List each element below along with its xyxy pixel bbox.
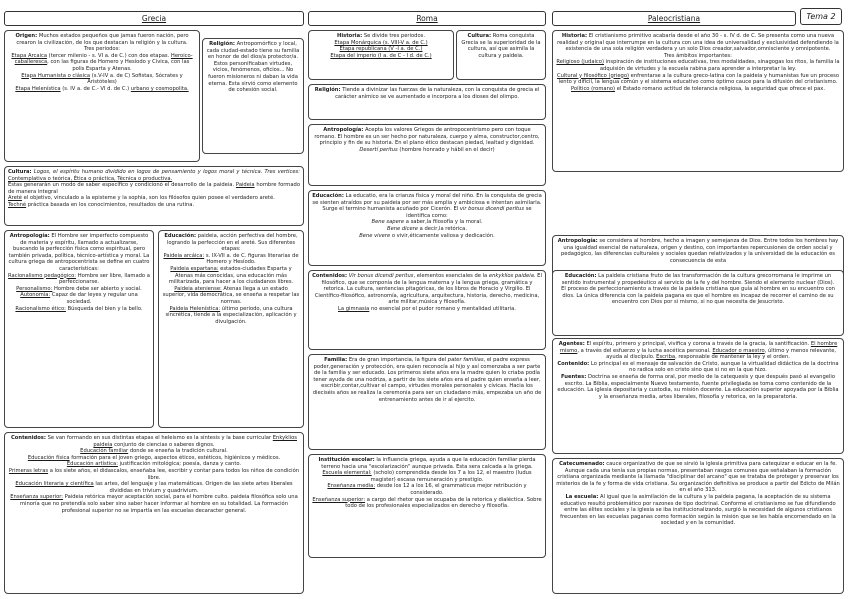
grecia-arete: Areté <box>8 195 22 202</box>
paleo-catecumenado-text: cauce organizativo de que se sirvió la iglesia primitiva para catequizar e educar en la fe. Aunque cada una tenía sus propias normas, presentaban rasgos comunes que señalaban la formación cristiana organizada mediante la llamada "disciplinar del arcano" que se trataba de proteger y preservar los misterios de la fe y forma de vida cristiana. Su organización definitiva se produce a partir del Edicto de Milán en el año 313. <box>556 461 840 494</box>
topic-label: Tema 2 <box>800 8 842 25</box>
grecia-cultura-box <box>4 166 304 226</box>
roma-institucion-text: la influencia griega, ayuda a que la educación familiar pierda terreno hacia una "escolarización" aunque privada. Esta sera calcada a la griega. <box>321 457 536 470</box>
roma-escuela-elemental: Escuela elemental: <box>322 470 372 477</box>
roma-contenidos-text: , elementos esenciales de la <box>413 273 489 279</box>
roma-vir-bonus: vir bonus dicendi peritus <box>459 206 525 213</box>
grecia-ensenanza-superior-text: Paideia retórica mayor aceptación social, para el hombre culto. paideia filosófica solo una minoría que no pretendía solo saber sino saber hacer informar al hombre en su totalidad. La formación profesional superior no se impartía en las escuelas decaracter general. <box>19 494 298 514</box>
roma-ensenanza-media: Enseñanza media: <box>327 483 376 490</box>
paleo-escriba: Escriba <box>656 354 676 361</box>
grecia-origen-intro: Muchos estados pequeños que jamas fueron nación, pero crearon la civilización, de los que destacan la religión y la cultura. <box>16 33 189 46</box>
grecia-educacion-artistica-text: justificación mitológica; poesía, danza y canto. <box>117 461 242 468</box>
roma-etapa-imperio: Etapa del imperio (I a. de C - I d. de C.) <box>330 52 432 59</box>
paleo-escuela-text: Al igual que la asimilación de la cultura y la paideia pagana, la aceptación de su sistema educativo resultó problemático por razones de tipo doctrinal. Conforme el cristianismo se fue difundiendo entre las élites sociales y la iglesia se iba institucionalizando, surgió la necesidad de algunos cristianos frecuentes en las escuelas paganas como formación según la misión que se les había encomendado en la sociedad y en la comunidad. <box>560 493 836 527</box>
roma-religion-label: Religión: <box>314 87 341 93</box>
roma-bene-vivere: Bene vivere <box>359 232 391 239</box>
paleo-religioso-text: inspiración de instituciones educativas, tres modalidades, sinagogas los ritos, la familia la adquisión de virtudes y la escuela rabina para aprender a interpretar la ley. <box>599 59 840 72</box>
grecia-primeras-letras: Primeras letras <box>8 467 49 474</box>
paleo-cultural: Cultural y filosófico (griego) <box>556 72 630 79</box>
roma-ensenanza-superior-text: a cargo del rhetor que se ocupaba de la retorica y dialéctica. Sobre todo de los profesionales especializados en derecho y filosofía. <box>345 496 542 510</box>
grecia-autonomia-text: Capaz de dar leyes y regular una sociedad. <box>50 292 138 305</box>
grecia-cultura-vertices: Contemplativa o teórica, Ética o práctica, Técnica o productiva. <box>8 175 173 182</box>
grecia-etapa-arcaica: Etapa Arcaica <box>11 52 48 59</box>
grecia-paideia-helenistica-text: último periodo, una cultura sincrética, tiende a la especialización, aplicación y divulgación. <box>165 305 297 325</box>
roma-ensenanza-superior: Enseñanza superior: <box>312 496 366 503</box>
roma-antropologia-text: Acepta los valores Griegos de antropocentrismo pero con toque romano. El hombre es un ser hecho por naturaleza, cuerpo y alma, constructor,centro, principio y fin de su historia. En el plano ético destacan piedad, lealtad y dignidad. <box>314 127 540 147</box>
grecia-antropologia-label: Antropología: <box>9 233 50 239</box>
grecia-educacion-artistica: Educación artística: <box>66 461 118 468</box>
grecia-contenidos-box <box>4 432 304 594</box>
paleo-antropologia-text: se considera al hombre, hecho a imagen y semejanza de Dios. Entre todos los hombres hay una igualdad esencial de naturaleza, origen y destino, con importantes repercusiones de orden social y pedagógico, las diferencias culturales y sociales quedan relativizados y la universidad de la educación es consecuencia de esta <box>561 238 839 264</box>
paleo-politico: Político (romano) <box>570 85 616 92</box>
paleo-religioso: Religioso (judaico) <box>556 59 604 66</box>
roma-bene-sapere-text: a saber,la filosofía y la moral. <box>404 219 483 226</box>
grecia-personalismo: Personalismo: <box>16 285 53 292</box>
paleo-hombre-mismo: El hombre mismo <box>559 341 838 354</box>
roma-familia-text: Era de gran importancia, la figura del <box>347 357 448 363</box>
grecia-primeras-letras-text: a los siete años, el didascalos, enseñaba lee, escribir y contar para todos los niños de condición libre. <box>48 467 300 481</box>
roma-bene-dicere: Bene dicere <box>387 225 418 232</box>
paleo-catecumenado-box <box>552 458 844 594</box>
grecia-contenidos-text: Se van formando en sus distintas etapas el heleismo es la síntesis y la base curricular <box>45 435 273 441</box>
roma-ensenanza-media-text: desde los 12 a los 16, el grammaticus mejor retribución y considerado. <box>375 483 527 496</box>
paleo-historia-box <box>552 30 844 172</box>
roma-institucion-label: Institución escolar: <box>318 457 375 463</box>
grecia-etapa-humanista-text: (s.V-IV a. de C) Sofistas, Sócrates y Aristóteles) <box>87 72 183 86</box>
roma-historia-box <box>308 30 454 80</box>
paleo-hombre-mismo-text: , a través del esfuerzo y la lucha ascética personal. <box>577 347 713 354</box>
grecia-paideia-arcaica: Paideia arcáica: <box>163 252 205 259</box>
grecia-educacion-text: paideia, acción perfectiva del hombre, logrando la perfección en el areté. Sus diferentes etapas: <box>166 233 298 253</box>
paleo-educador-text: , último y menos relevante, ayuda al discípulo. <box>606 347 837 361</box>
grecia-racionalismo-etico: Racionalismo ético: <box>15 305 66 312</box>
grecia-techne: Techné <box>8 201 27 208</box>
grecia-etapa-arcaica-text: (tercer milenio - s. VI a. de C.) con dos etapas. <box>47 52 171 59</box>
column-title-paleocristiana: Paleocristiana <box>552 11 796 26</box>
roma-cultura-label: Cultura: <box>467 33 492 39</box>
roma-cultura-text: Roma conquista Grecia se la superioridad de la cultura, así que asimila la cultura y paideia. <box>461 33 541 59</box>
roma-historia-text: Se divide tres periodos. <box>362 33 425 39</box>
grecia-origen-periods-title: Tres periodos: <box>83 46 121 53</box>
roma-cultura-box <box>456 30 546 80</box>
grecia-enkyklios-text: conjunto de ciencias o saberes dignos. <box>112 441 215 448</box>
paleo-agentes-text: El espíritu, primero y principal, vivifica y corona a través de la gracia, la santificación. <box>584 341 811 347</box>
grecia-paideia-text: hombre formado de manera integral <box>8 182 300 195</box>
paleo-educacion-box <box>552 270 844 336</box>
paleo-agentes-label: Agentes: <box>558 341 585 347</box>
roma-religion-text: Tiende a divinizar las fuerzas de la naturaleza, con la conquista de grecia el carácter anímico se ve aumentado e incorpora a los dioses del olimpo. <box>335 87 540 100</box>
paleo-educacion-label: Educación: <box>564 273 597 279</box>
grecia-paideia-arcaica-text: s. IX-VII a. de C. figuras literarias de Homero y Hesíodo. <box>204 252 299 266</box>
grecia-paideia-espartana-text: estados-ciudades Esparta y Atenas más conocidas, una educación más militarizada, para hacer a los ciudadanos libres. <box>168 265 294 286</box>
roma-deserti-peritus: Desertí peritus <box>359 146 398 153</box>
grecia-paideia-ateniense-text: Atenas llega a un estado superior, vida democrática, se enseña a respetar las normas. <box>162 285 300 305</box>
roma-bene-dicere-text: a decir,la retórica. <box>418 225 467 232</box>
grecia-religion-label: Religión: <box>209 41 235 47</box>
paleo-fuentes-label: Fuentes: <box>560 373 587 380</box>
roma-familia-text-2: , el padre express poder,generación y protección, era quien reconocía al hijo y así comenzaba a ser parte de la familia y ser educado. Los primeros siete años era la madre quien lo criaba podía tener ayuda de una nodriza, a partir de los siete años era el padre quien enseña a leer, escribir,contar,cultivar el campo, virtudes morales personales y cívicas. Hacia los dieciséis años se realiza la ceremonia para ser un ciudadano más, empezaba un año de entrenamiento antes de ir al ejercito. <box>312 357 542 403</box>
roma-contenidos-vir-bonus: Vir bonus dicendi peritus <box>348 273 414 279</box>
roma-familia-box <box>308 354 546 450</box>
roma-bene-vivere-text: o vivir,éticamente valiosa y dedicación. <box>390 232 495 239</box>
roma-educacion-box <box>308 190 546 266</box>
grecia-cultura-text: Logos, el espíritu humano dividido en logos de pensamiento y logos moral y técnica. Tres vertices: <box>31 169 300 175</box>
roma-educacion-text-2: se identifica como: <box>406 206 532 219</box>
grecia-paideia: Paideia <box>235 182 255 189</box>
grecia-educacion-familiar-text: donde se enseña la tradición cultural. <box>128 448 228 455</box>
roma-gimnasia: La gimnasia <box>338 305 370 312</box>
roma-educacion-label: Educación: <box>312 193 344 199</box>
grecia-educacion-familiar: Educación familiar <box>80 448 129 455</box>
roma-antropologia-text-2: (hombre honrado y hábil en el decir) <box>397 146 495 153</box>
grecia-heroico-text: , con las figuras de Homero y Hesíodo y Cívica, con las polis Esparta y Atenas. <box>47 59 190 72</box>
paleo-catecumenado-label: Catecumenado: <box>559 461 605 467</box>
roma-bene-sapere: Bene sapere <box>371 219 405 226</box>
paleo-historia-label: Historia: <box>561 33 588 39</box>
roma-institucion-box <box>308 454 546 558</box>
grecia-antropologia-box <box>4 230 154 428</box>
grecia-etapa-helenistica: Etapa Helenística <box>15 85 61 92</box>
paleo-contenido-label: Contenido: <box>557 360 590 367</box>
grecia-etapa-helenistica-text: (s. IV a. de C.- VI d. de C.) <box>60 85 131 92</box>
grecia-racionalismo-etico-text: Búsqueda del bien y la bello. <box>65 305 143 312</box>
grecia-urbano: urbano y cosmopolita. <box>130 85 189 92</box>
roma-antropologia-label: Antropología: <box>323 127 364 133</box>
paleo-politico-text: el Estado romano actitud de tolerancia religiosa, la seguridad que ofrece el pax. <box>615 85 826 92</box>
grecia-autonomia: Autonomía: <box>20 292 51 299</box>
grecia-religion-text: Antropomórfico y local, cada ciudad-estado tiene su familia en honor de del dios/a protector/a. Estos personificaban virtudes, vicios, fenómenos, oficios... No fueron misioneros ni daban la vida eterna. Esta sirvió como elemento de cohesión social. <box>206 41 300 94</box>
roma-religion-box <box>308 84 546 120</box>
roma-escuela-elemental-text: (scholo) comprendida desde los 7 a los 12, el maestro (ludus magister) escasa remuneración y prestigio. <box>370 470 532 483</box>
grecia-contenidos-label: Contenidos: <box>11 435 46 441</box>
paleo-educador: Educador o maestro <box>712 347 765 354</box>
grecia-racionalismo-pedagogico: Racionalismo pedagógico: <box>8 272 77 279</box>
grecia-educacion-box <box>158 230 304 428</box>
column-title-grecia: Grecia <box>4 11 304 26</box>
grecia-educacion-fisica: Educación física <box>27 454 70 461</box>
grecia-enkyklios: Enkyklios paideia <box>93 435 297 448</box>
grecia-paideia-espartana: Paideia espartana: <box>170 265 219 272</box>
grecia-arete-text: el objetivo, vinculado a la episteme y la sophia, son los filósofos quien posee el verdadero areté. <box>21 195 275 202</box>
roma-contenidos-box <box>308 270 546 350</box>
paleo-escuela-label: La escuela: <box>565 493 599 500</box>
paleo-ambitos-title: Tres ámbitos importantes: <box>664 52 732 59</box>
grecia-cultura-label: Cultura: <box>8 169 32 175</box>
grecia-racionalismo-pedagogico-text: Hombre ser libre, llamado a perfeccionarse. <box>58 272 150 286</box>
grecia-paideia-ateniense: Paideia ateniense: <box>174 285 222 292</box>
grecia-educacion-literaria: Educación literaria y científica <box>15 481 94 488</box>
paleo-fuentes-text: Doctrina se enseña de forma oral, por medio de la catequesis y que después pasó al evangelio escrito. La Biblia, especialmente Nuevo testamento, fuente privilegiada se toma como contenido de la educación. La iglesia depositaria y custodia, su misión docente. La educación superior apoyada por la Biblia y la enseñanza media, artes liberales, filosofía y retorica, en la preparatoria. <box>557 373 839 400</box>
grecia-educacion-literaria-text: las artes, del lenguaje y las matemáticas. Origen de las siete artes liberales divididas en trivium y quadrivium. <box>93 481 293 494</box>
roma-educacion-text: La educatio, era la crianza física y moral del niño. En la conquista de grecia se sienten atraídos por su paideia por ser más amplia y ambiciosa e intentan asimilarla. Surge el termino humanista acuñado por Cicerón. El <box>312 193 542 213</box>
grecia-origen-box <box>4 30 200 162</box>
paleo-historia-text: El cristianismo primitivo acabaría desde el año 30 - s. IV d. de C. Se presenta como una nueva realidad y original que interrumpe en la cultura con una idea de universalidad y exclusividad defendiendo la existencia de una sola religión verdadera y un solo Dios creador,salvador,omnisciente y omnipotente. <box>557 33 839 53</box>
grecia-personalismo-text: Hombre debe ser abierto y social. <box>52 285 142 292</box>
grecia-techne-text: práctica basada en los conocimientos, resultados de una rutina. <box>26 201 195 208</box>
paleo-cultural-text: enfrentarse a la cultura greco-latina con la paideia y humanistas fue un proceso lento y difícil, la lengua común y el sistema educativo como óptimo cauce para la difusión del cristianismo. <box>558 72 840 86</box>
grecia-educacion-fisica-text: formación para el joven griego, aspectos éticos, estéticos, higiénicos y médicos. <box>69 454 281 461</box>
grecia-antropologia-text: El Hombre ser imperfecto compuesto de materia y espíritu, llamado a actualizarse, buscando la perfección física como espiritual, pero también privada, política, técnico-artística y moral. La cultura griega de antropocentrista se define en cuatro características: <box>8 233 150 272</box>
grecia-educacion-label: Educación: <box>164 233 197 239</box>
grecia-origen-label: Origen: <box>15 33 38 39</box>
paleo-educacion-text-2: El proceso de perfeccionamiento a través de la paideia cristiana que guía al hombre en su encuentro con dios. La única diferencia con la paideia pagana es que el hombre es incapaz de recorrer el camino de su encuentro con Dios por si mismo, si no que necesita de Jesucristo. <box>561 286 835 306</box>
grecia-cultura-paideia-intro: Estas generarán un modo de saber específico y condicionó el desarrollo de la paideia. <box>8 182 236 189</box>
roma-etapa-monarquica: Etapa Monárquica (s. VIII-V a. de C.) <box>334 39 428 46</box>
roma-antropologia-box <box>308 124 546 186</box>
paleo-educacion-text: La paideia cristiana fruto de las transformación de la cultura grecorromana le imprime un sentido instrumental y propedéutico al servicio de la fe y del hombre. Siendo el elemento nuclear (Dios). <box>561 273 835 286</box>
grecia-religion-box <box>202 38 304 154</box>
roma-pater-familias: pater familias <box>447 357 484 363</box>
grecia-ensenanza-superior: Enseñanza superior: <box>10 494 64 501</box>
grecia-paideia-helenistica: Paideia Helenística: <box>169 305 221 312</box>
roma-historia-label: Historia: <box>337 33 363 39</box>
roma-familia-label: Familia: <box>324 357 348 363</box>
paleo-contenido-text: Lo principal es el mensaje de salvación de Cristo, aunque la virtualidad didáctica de la doctrina no radica solo en cristo sino que si no en la que hizo. <box>589 360 839 374</box>
grecia-etapa-humanista: Etapa Humanista o clásica <box>21 72 91 79</box>
grecia-heroico: Heroico-caballeresca <box>14 52 193 66</box>
roma-gimnasia-text: no esencial por el pudor romano y mentalidad utilitaria. <box>369 305 516 312</box>
roma-contenidos-label: Contenidos: <box>312 273 348 279</box>
paleo-antropologia-label: Antropología: <box>557 238 598 244</box>
column-title-roma: Roma <box>308 11 546 26</box>
roma-enkyklios: enkyklios paideia <box>488 273 534 279</box>
paleo-agentes-box <box>552 338 844 454</box>
roma-etapa-republicana: Etapa republicana (V -I a. de C.) <box>339 46 423 53</box>
paleo-escriba-text: , responsable de mantener la ley y el orden. <box>675 354 790 361</box>
roma-contenidos-text-2: . El filosófico, que se componía de la lengua materna y la lengua griega, gramática y retorica. La cultura, sentencias pitagóricas, de los libros de Horacio y Virgilio. El Científico-filosófico, astronomía, agricultura, arquitectura, historia, derecho, medicina, arte militar,música y filosofía. <box>314 273 542 306</box>
